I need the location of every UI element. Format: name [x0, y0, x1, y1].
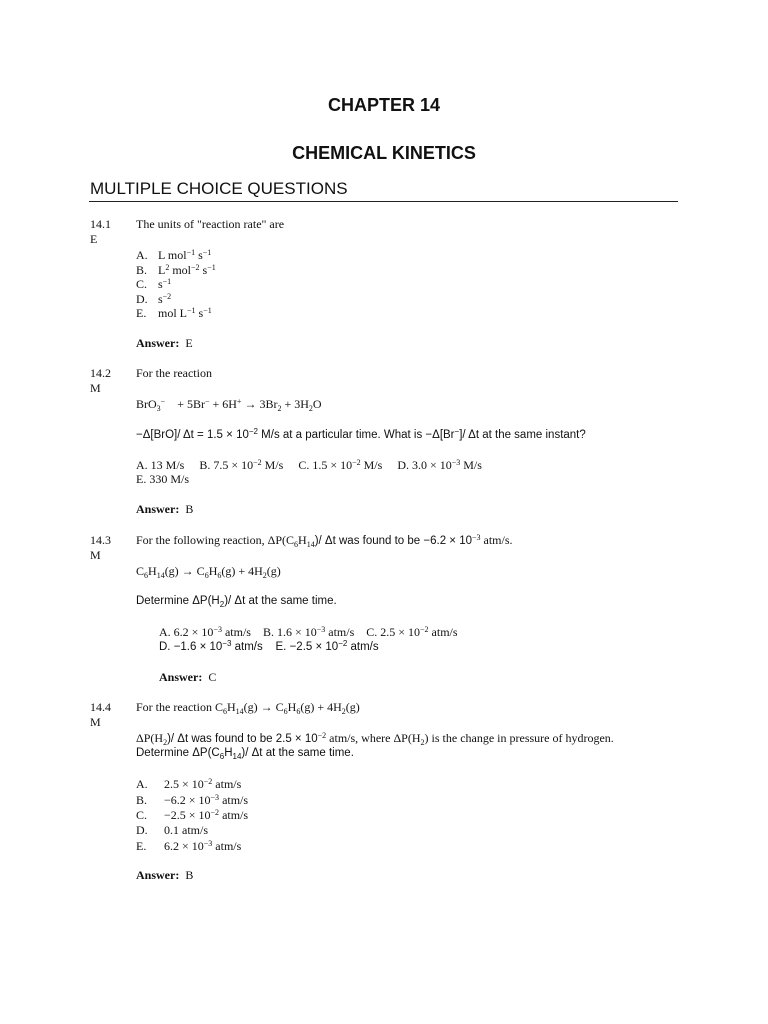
options-line-1 — [159, 625, 458, 639]
question-difficulty: M — [90, 381, 101, 395]
question-difficulty: M — [90, 715, 101, 729]
option-b: B. $1.6 \times 10^{-3}$ atm/s — [262, 625, 355, 639]
option-c: C. $-2.5 \times 10^{-2}$ atm/s — [136, 808, 249, 822]
question-number: 14.2 — [90, 366, 111, 380]
question-prompt: For the following reaction, $\Delta P(C_6H_{14})/$ Δt was found to be $-6.2 \times 10^{-3}$ atm/s. — [136, 533, 513, 549]
chapter-title: CHEMICAL KINETICS — [292, 143, 476, 163]
option-c: C. $s^{-1}$ — [136, 277, 172, 291]
question-difficulty: M — [90, 548, 101, 562]
option-d: D. $s^{-2}$ — [136, 292, 172, 306]
options-line-2 — [159, 640, 379, 654]
option-b: B. $7.5 \times 10^{-2}$ M/s — [199, 458, 284, 472]
answer-line: Answer: C — [159, 670, 217, 684]
option-e: E. 330 M/s — [136, 472, 190, 486]
question-prompt: The units of "reaction rate" are — [136, 217, 285, 231]
chapter-heading: CHAPTER 14 — [327, 95, 441, 115]
option-a: A. $2.5 \times 10^{-2}$ atm/s — [136, 777, 242, 791]
option-a: A. L mol$^{-1}$ $s^{-1}$ — [136, 248, 212, 262]
rate-statement: −Δ[BrO]/ $\Delta t = 1.5 \times 10^{-2}$ M/s at a particular time. What is −Δ[Br−]/ Δt at the same instant? — [136, 427, 586, 441]
section-rule — [89, 201, 678, 202]
option-e: E. $-2.5 \times 10^{-2}$ atm/s — [275, 639, 379, 653]
answer-line: Answer: E — [136, 336, 193, 350]
option-d: D. 0.1 atm/s — [136, 823, 208, 837]
question-prompt: For the reaction — [136, 366, 212, 380]
option-d: D. $3.0 \times 10^{-3}$ M/s — [397, 458, 482, 472]
section-title: MULTIPLE CHOICE QUESTIONS — [90, 179, 348, 198]
option-b: B. $-6.2 \times 10^{-3}$ atm/s — [136, 793, 249, 807]
determine-statement: Determine $\Delta P(C_6H_{14})/$ Δt at the same time. — [136, 747, 354, 761]
determine-statement: Determine $\Delta P(H_2)/$ Δt at the same time. — [136, 595, 337, 609]
answer-line: Answer: B — [136, 502, 194, 516]
question-number: 14.1 — [90, 217, 111, 231]
option-d: D. $-1.6 \times 10^{-3}$ atm/s — [159, 639, 263, 653]
reaction-equation: BrO$_3$− + $5Br^- + 6H^+ \to 3Br_2 + 3H_2O$ — [136, 397, 322, 413]
question-difficulty: E — [90, 232, 98, 246]
reaction-equation: $C_6H_{14}(g) \to C_6H_6(g) + 4H_2(g)$ — [136, 564, 281, 580]
rate-statement: $\Delta P(H_2)/$ Δt was found to be $2.5 \times 10^{-2}$ atm/s, where $\Delta P(H_2)$ is the change in pressure of hydrogen. — [136, 731, 614, 747]
options-row — [136, 458, 482, 472]
option-c: C. $1.5 \times 10^{-2}$ M/s — [298, 458, 383, 472]
question-number: 14.4 — [90, 700, 111, 714]
question-prompt: For the reaction $C_6H_{14}(g) \to C_6H_6(g) + 4H_2(g)$ — [136, 700, 360, 716]
option-e: E. mol $L^{-1}$ $s^{-1}$ — [136, 306, 212, 320]
option-a: A. 13 M/s — [136, 458, 185, 472]
option-c: C. $2.5 \times 10^{-2}$ atm/s — [366, 625, 458, 639]
question-number: 14.3 — [90, 533, 111, 547]
option-a: A. $6.2 \times 10^{-3}$ atm/s — [159, 625, 251, 639]
answer-line: Answer: B — [136, 868, 194, 882]
option-b: B. $L^2$ mol$^{-2}$ $s^{-1}$ — [136, 263, 216, 277]
option-e: E. $6.2 \times 10^{-3}$ atm/s — [136, 839, 242, 853]
